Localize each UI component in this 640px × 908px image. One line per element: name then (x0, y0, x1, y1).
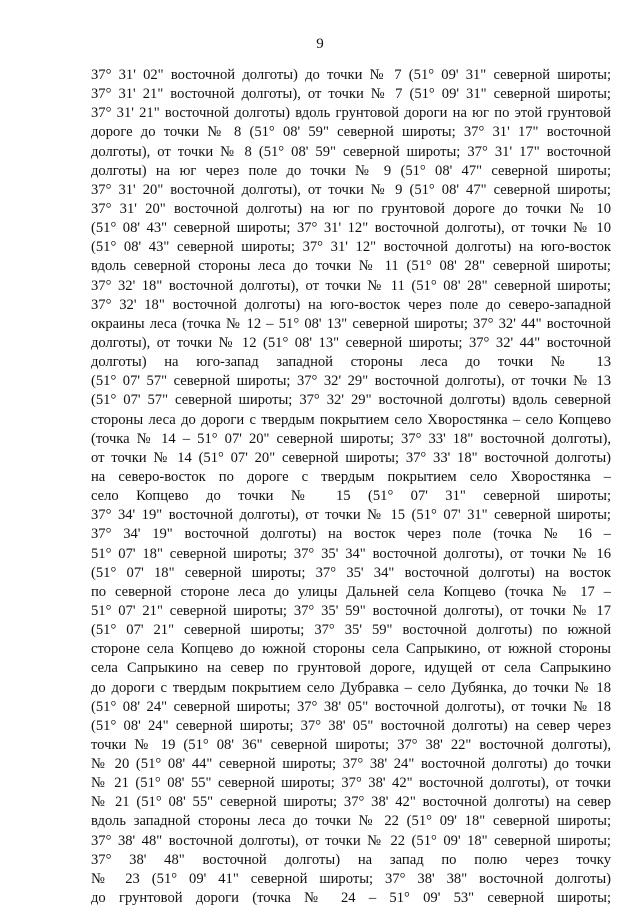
text-line: вдоль северной стороны леса до точки № 11 (51° 08' 28" северной широты; (91, 258, 611, 275)
text-line: долготы) на юго-запад западной стороны леса до точки № 13 (91, 354, 611, 371)
text-line: (51° 07' 18" северной широты; 37° 35' 34" восточной долготы) на восток (91, 564, 611, 581)
text-line: 37° 38' 48" восточной долготы), от точки № 22 (51° 09' 18" северной широты; (91, 832, 611, 849)
text-line: вдоль западной стороны леса до точки № 22 (51° 09' 18" северной широты; (91, 813, 611, 830)
text-line: 37° 34' 19" восточной долготы), от точки № 15 (51° 07' 31" северной широты; (91, 507, 611, 524)
text-line: (51° 08' 24" северной широты; 37° 38' 05" восточной долготы), от точки № 18 (91, 698, 611, 715)
text-line: 51° 07' 18" северной широты; 37° 35' 34" восточной долготы), от точки № 16 (91, 545, 611, 562)
text-line: на северо-восток по дороге с твердым покрытием село Хворостянка – (91, 468, 611, 485)
text-line: (51° 08' 24" северной широты; 37° 38' 05" восточной долготы) на север через (91, 717, 611, 734)
text-line: 37° 34' 19" восточной долготы) на восток через поле (точка № 16 – (91, 526, 611, 543)
text-line: (51° 08' 43" северной широты; 37° 31' 12" восточной долготы), от точки № 10 (91, 220, 611, 237)
text-line: (51° 07' 21" северной широты; 37° 35' 59" восточной долготы) по южной (91, 622, 611, 639)
text-line: (51° 07' 57" северной широты; 37° 32' 29" восточной долготы), от точки № 13 (91, 373, 611, 390)
text-line: (точка № 14 – 51° 07' 20" северной широты; 37° 33' 18" восточной долготы), (91, 430, 611, 447)
text-line: 37° 31' 20" восточной долготы) на юг по грунтовой дороге до точки № 10 (91, 200, 611, 217)
text-line: стороне села Копцево до южной стороны села Сапрыкино, от южной стороны (91, 641, 611, 658)
text-line: долготы) на юг через поле до точки № 9 (51° 08' 47" северной широты; (91, 162, 611, 179)
text-line: 37° 38' 48" восточной долготы) на запад по полю через точку (91, 851, 611, 868)
body-text (91, 66, 611, 908)
text-line: № 21 (51° 08' 55" северной широты; 37° 38' 42" восточной долготы), от точки (91, 775, 611, 792)
text-line: 37° 32' 18" восточной долготы), от точки № 11 (51° 08' 28" северной широты; (91, 277, 611, 294)
text-line: № 20 (51° 08' 44" северной широты; 37° 38' 24" восточной долготы) до точки (91, 756, 611, 773)
text-line: № 23 (51° 09' 41" северной широты; 37° 38' 38" восточной долготы) (91, 870, 611, 887)
text-line: (51° 08' 43" северной широты; 37° 31' 12" восточной долготы) на юго-восток (91, 239, 611, 256)
text-line: 37° 31' 21" восточной долготы), от точки № 7 (51° 09' 31" северной широты; (91, 86, 611, 103)
text-line: (51° 07' 57" северной широты; 37° 32' 29" восточной долготы) вдоль северной (91, 392, 611, 409)
text-line: от точки № 14 (51° 07' 20" северной широты; 37° 33' 18" восточной долготы) (91, 449, 611, 466)
text-line: долготы), от точки № 12 (51° 08' 13" северной широты; 37° 32' 44" восточной (91, 334, 611, 351)
text-line: по северной стороне леса до улицы Дальней села Копцево (точка № 17 – (91, 583, 611, 600)
text-line: 37° 32' 18" восточной долготы) на юго-восток через поле до северо-западной (91, 296, 611, 313)
text-line: точки № 19 (51° 08' 36" северной широты; 37° 38' 22" восточной долготы), (91, 736, 611, 753)
text-line: окраины леса (точка № 12 – 51° 08' 13" северной широты; 37° 32' 44" восточной (91, 315, 611, 332)
text-line: села Сапрыкино на север по грунтовой дороге, идущей от села Сапрыкино (91, 660, 611, 677)
page-number: 9 (316, 36, 324, 52)
text-line: дороге до точки № 8 (51° 08' 59" северной широты; 37° 31' 17" восточной (91, 124, 611, 141)
text-line: стороны леса до дороги с твердым покрытием село Хворостянка – село Копцево (91, 411, 611, 428)
text-line: долготы), от точки № 8 (51° 08' 59" северной широты; 37° 31' 17" восточной (91, 143, 611, 160)
text-line: 51° 07' 21" северной широты; 37° 35' 59" восточной долготы), от точки № 17 (91, 602, 611, 619)
text-line: 37° 31' 20" восточной долготы), от точки № 9 (51° 08' 47" северной широты; (91, 181, 611, 198)
text-line: № 21 (51° 08' 55" северной широты; 37° 38' 42" восточной долготы) на север (91, 794, 611, 811)
text-line: 37° 31' 21" восточной долготы) вдоль грунтовой дороги на юг по этой грунтовой (91, 105, 611, 122)
text-line: село Копцево до точки № 15 (51° 07' 31" северной широты; (91, 488, 611, 505)
text-line: 37° 31' 02" восточной долготы) до точки № 7 (51° 09' 31" северной широты; (91, 67, 611, 83)
text-line: до дороги с твердым покрытием село Дубравка – село Дубянка, до точки № 18 (91, 679, 611, 696)
text-line: до грунтовой дороги (точка № 24 – 51° 09' 53" северной широты; (91, 890, 611, 907)
